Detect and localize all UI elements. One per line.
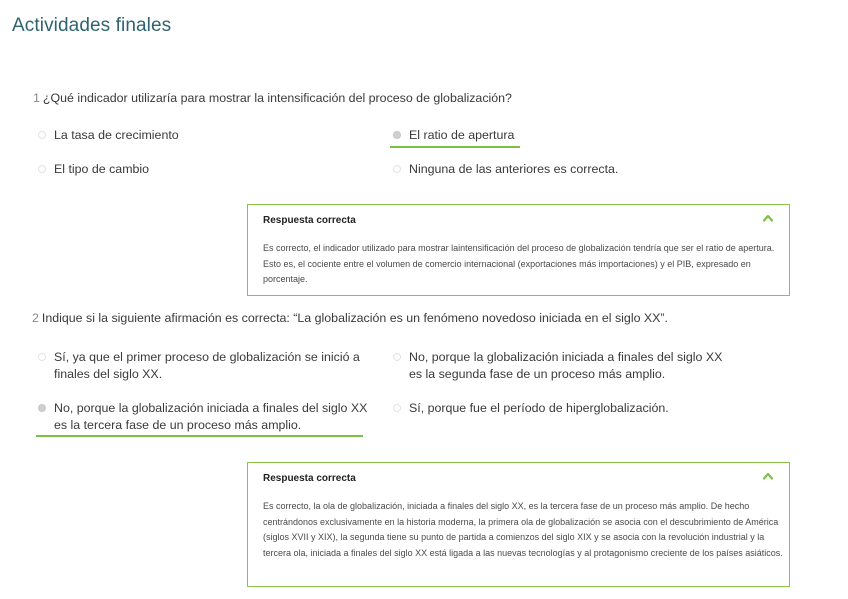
option-label: El tipo de cambio [54, 162, 150, 176]
radio-button[interactable] [393, 404, 401, 412]
feedback-text: Es correcto, la ola de globalización, iniciada a finales del siglo XX, es la tercera fase de un proceso más amplio. De hecho centrándonos exclusivamente en la historia moderna, la primera ola de globalización se asocia con el descubrimiento de América (siglos XVII y XIX), la segunda tiene su punto de partida a comienzos del siglo XIX y se asocia con la revolución industrial y la tercera ola, iniciada a finales del siglo XX está ligada a las nuevas tecnologías y al protagonismo creciente de los países asiáticos. [263, 501, 783, 558]
q1-option-2[interactable] [393, 127, 713, 144]
option-label: El ratio de apertura [409, 128, 515, 142]
option-label: Sí, ya que el primer proceso de globalización se inició a finales del siglo XX. [54, 350, 360, 381]
question-number: 1 [33, 91, 40, 105]
question-text: Indique si la siguiente afirmación es correcta: “La globalización es un fenómeno novedoso iniciada en el siglo XX”. [41, 311, 669, 325]
chevron-up-icon[interactable] [763, 472, 773, 480]
question-number: 2 [32, 311, 39, 325]
option-label: Ninguna de las anteriores es correcta. [409, 162, 619, 176]
q2-option-2[interactable] [393, 349, 733, 383]
page-title: Actividades finales [12, 15, 172, 36]
q1-option-1[interactable] [38, 127, 358, 144]
feedback-text: Es correcto, el indicador utilizado para mostrar laintensificación del proceso de globalización tendría que ser el ratio de apertura. Esto es, el cociente entre el volumen de comercio internacional (exportaciones más importaciones) y el PIB, expresado en porcentaje. [263, 243, 775, 284]
feedback-panel-q1 [247, 204, 790, 296]
option-label: Sí, porque fue el período de hiperglobalización. [409, 401, 669, 415]
q1-option-4[interactable] [393, 161, 723, 178]
question-1 [33, 91, 512, 105]
q2-option-3[interactable] [38, 400, 378, 434]
question-2 [32, 311, 668, 325]
feedback-title: Respuesta correcta [263, 473, 356, 484]
q2-option-1[interactable] [38, 349, 378, 383]
option-label: No, porque la globalización iniciada a finales del siglo XX es la tercera fase de un proceso más amplio. [54, 401, 368, 432]
chevron-up-icon[interactable] [763, 214, 773, 222]
option-label: No, porque la globalización iniciada a finales del siglo XX es la segunda fase de un proceso más amplio. [409, 350, 723, 381]
radio-button-selected[interactable] [393, 131, 401, 139]
radio-button[interactable] [393, 353, 401, 361]
feedback-panel-q2 [247, 462, 790, 587]
question-text: ¿Qué indicador utilizaría para mostrar la intensificación del proceso de globalización? [42, 91, 512, 105]
radio-button[interactable] [38, 165, 46, 173]
q1-option-3[interactable] [38, 161, 358, 178]
selected-answer-underline [36, 435, 363, 437]
selected-answer-underline [390, 146, 520, 148]
radio-button[interactable] [38, 353, 46, 361]
feedback-title: Respuesta correcta [263, 215, 356, 226]
option-label: La tasa de crecimiento [54, 128, 179, 142]
radio-button[interactable] [393, 165, 401, 173]
radio-button-selected[interactable] [38, 404, 46, 412]
q2-option-4[interactable] [393, 400, 733, 417]
radio-button[interactable] [38, 131, 46, 139]
